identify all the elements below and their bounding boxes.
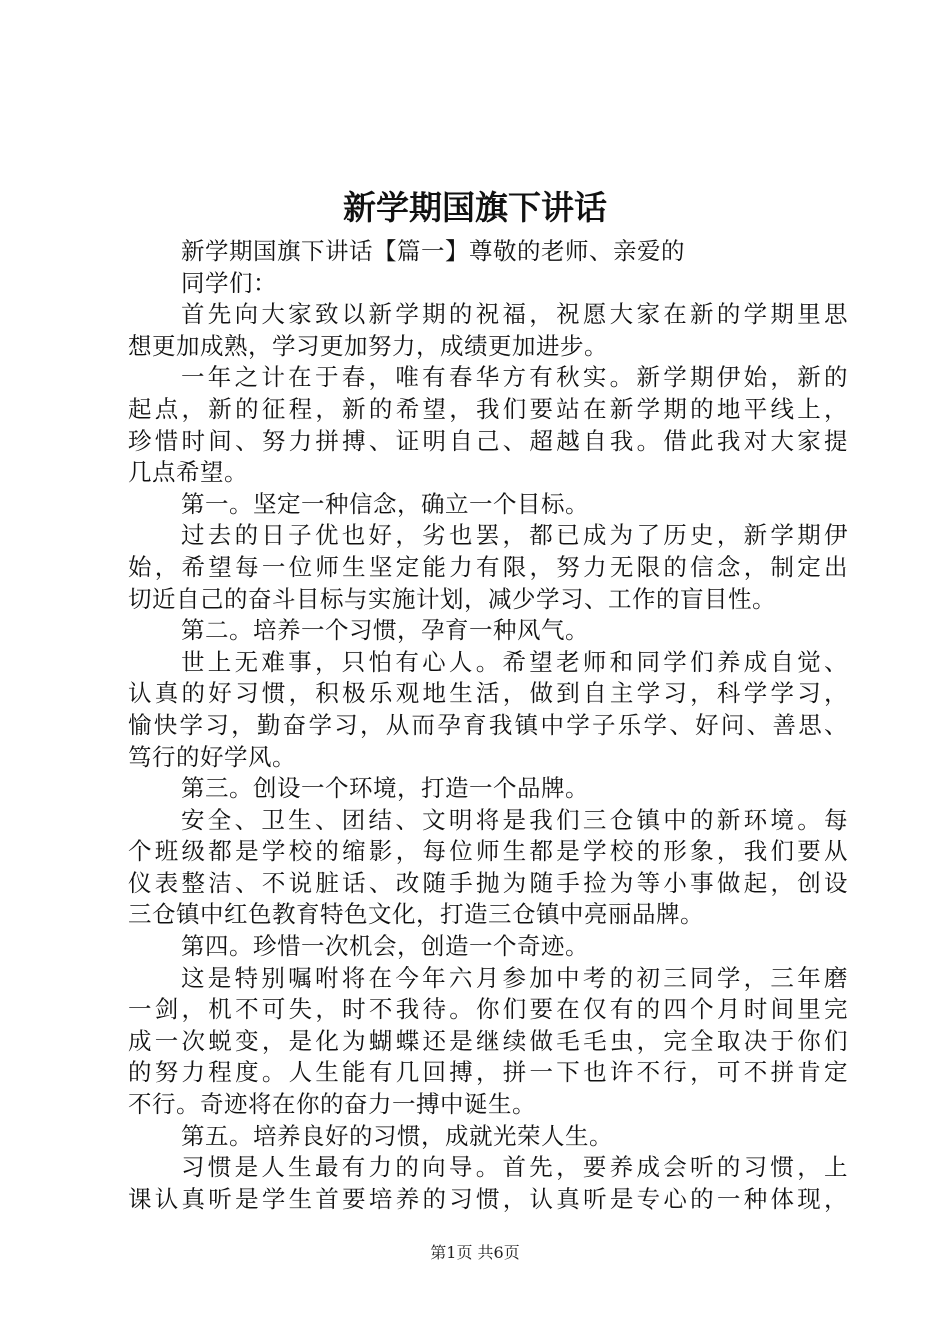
body-text-line: 过去的日子优也好，劣也罢，都已成为了历史，新学期伊 bbox=[181, 521, 848, 550]
page-footer: 第1页 共6页 bbox=[430, 1243, 520, 1262]
body-text-line: 不行。奇迹将在你的奋力一搏中诞生。 bbox=[128, 1090, 536, 1119]
body-text-line: 这是特别嘱咐将在今年六月参加中考的初三同学，三年磨 bbox=[181, 963, 848, 992]
body-text-line: 习惯是人生最有力的向导。首先，要养成会听的习惯，上 bbox=[181, 1153, 848, 1182]
body-text-line: 笃行的好学风。 bbox=[128, 742, 296, 771]
body-text-line: 三仓镇中红色教育特色文化，打造三仓镇中亮丽品牌。 bbox=[128, 900, 704, 929]
body-text-line: 仪表整洁、不说脏话、改随手抛为随手捡为等小事做起，创设 bbox=[128, 868, 848, 897]
body-text-line: 第四。珍惜一次机会，创造一个奇迹。 bbox=[181, 932, 589, 961]
body-text-line: 切近自己的奋斗目标与实施计划，减少学习、工作的盲目性。 bbox=[128, 584, 776, 613]
body-text-line: 一年之计在于春，唯有春华方有秋实。新学期伊始，新的 bbox=[181, 363, 848, 392]
body-text-line: 成一次蜕变，是化为蝴蝶还是继续做毛毛虫，完全取决于你们 bbox=[128, 1026, 848, 1055]
body-text-line: 安全、卫生、团结、文明将是我们三仓镇中的新环境。每 bbox=[181, 805, 848, 834]
body-text-line: 第一。坚定一种信念，确立一个目标。 bbox=[181, 489, 589, 518]
body-text-line: 世上无难事，只怕有心人。希望老师和同学们养成自觉、 bbox=[181, 647, 848, 676]
body-text-line: 珍惜时间、努力拼搏、证明自己、超越自我。借此我对大家提 bbox=[128, 426, 848, 455]
document-title: 新学期国旗下讲话 bbox=[343, 188, 607, 227]
body-text-line: 第五。培养良好的习惯，成就光荣人生。 bbox=[181, 1121, 613, 1150]
body-text-line: 想更加成熟，学习更加努力，成绩更加进步。 bbox=[128, 331, 608, 360]
body-text-line: 第三。创设一个环境，打造一个品牌。 bbox=[181, 774, 589, 803]
body-text-line: 首先向大家致以新学期的祝福，祝愿大家在新的学期里思 bbox=[181, 300, 848, 329]
body-text-line: 始，希望每一位师生坚定能力有限，努力无限的信念，制定出 bbox=[128, 552, 848, 581]
body-text-line: 的努力程度。人生能有几回搏，拼一下也许不行，可不拼肯定 bbox=[128, 1058, 848, 1087]
document-body bbox=[128, 236, 848, 1215]
body-text-line: 第二。培养一个习惯，孕育一种风气。 bbox=[181, 616, 589, 645]
body-text-line: 认真的好习惯，积极乐观地生活，做到自主学习，科学学习， bbox=[128, 679, 848, 708]
body-text-line: 课认真听是学生首要培养的习惯，认真听是专心的一种体现， bbox=[128, 1184, 848, 1213]
body-text-line: 几点希望。 bbox=[128, 458, 248, 487]
body-text-line: 一剑，机不可失，时不我待。你们要在仅有的四个月时间里完 bbox=[128, 995, 848, 1024]
body-text-line: 新学期国旗下讲话【篇一】尊敬的老师、亲爱的 bbox=[181, 237, 685, 265]
body-text-line: 同学们： bbox=[181, 268, 277, 297]
body-text-line: 个班级都是学校的缩影，每位师生都是学校的形象，我们要从 bbox=[128, 837, 848, 866]
body-text-line: 愉快学习，勤奋学习，从而孕育我镇中学子乐学、好问、善思、 bbox=[128, 710, 848, 739]
body-text-line: 起点，新的征程，新的希望，我们要站在新学期的地平线上， bbox=[128, 394, 848, 423]
